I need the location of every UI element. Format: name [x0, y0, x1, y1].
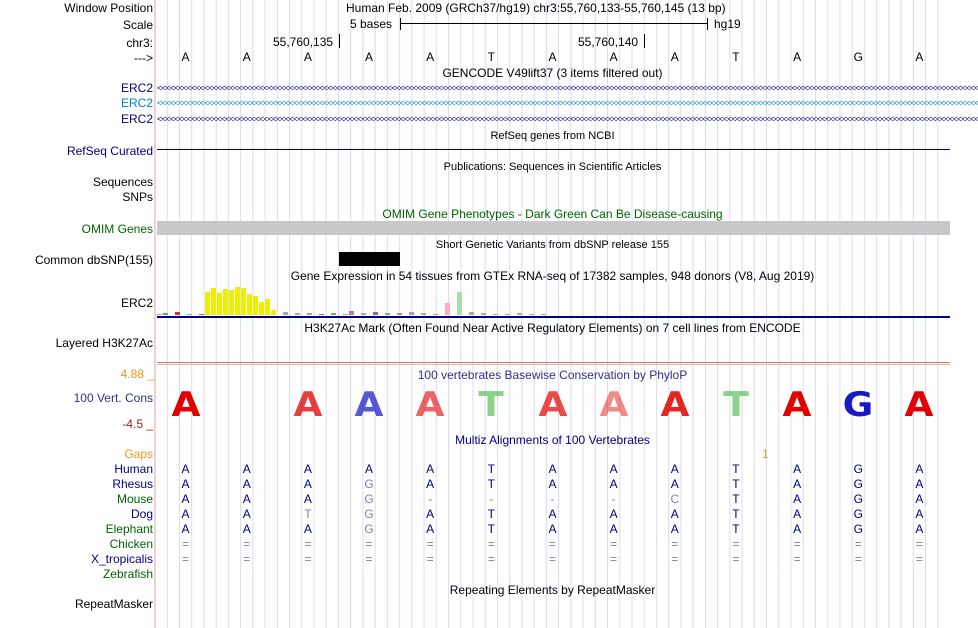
- gtex-tissue-bar[interactable]: [187, 314, 192, 315]
- alignment-base: =: [426, 552, 434, 566]
- alignment-base: A: [915, 477, 924, 491]
- scale-bar: [400, 18, 708, 30]
- gaps-marker: 1: [762, 447, 769, 461]
- phylop-base-logo[interactable]: A: [599, 385, 629, 425]
- header-base: A: [915, 50, 924, 64]
- alignment-base: A: [609, 522, 618, 536]
- gtex-tissue-bar[interactable]: [505, 314, 510, 315]
- h3k27ac-baseline: [157, 362, 950, 363]
- gtex-tissue-bar[interactable]: [223, 289, 228, 315]
- phylop-base-logo[interactable]: A: [415, 385, 445, 425]
- alignment-base: =: [732, 552, 740, 566]
- repeatmasker-label[interactable]: RepeatMasker: [74, 597, 153, 611]
- alignment-base: A: [548, 507, 557, 521]
- species-label[interactable]: Human: [114, 462, 153, 476]
- alignment-base: G: [853, 477, 863, 491]
- phylop-base-logo[interactable]: A: [660, 385, 690, 425]
- alignment-base: A: [242, 477, 251, 491]
- gtex-tissue-bar[interactable]: [481, 313, 486, 315]
- alignment-base: A: [426, 462, 435, 476]
- gtex-tissue-bar[interactable]: [343, 314, 348, 315]
- position-tick-1: 55,760,135: [273, 35, 334, 49]
- header-base: A: [609, 50, 618, 64]
- header-base: A: [426, 50, 435, 64]
- phylop-base-logo[interactable]: A: [904, 385, 934, 425]
- species-label[interactable]: Rhesus: [112, 477, 153, 491]
- alignment-base: -: [550, 492, 555, 506]
- gtex-tissue-bar[interactable]: [163, 313, 168, 315]
- gtex-tissue-bar[interactable]: [397, 313, 402, 315]
- alignment-base: =: [854, 537, 862, 551]
- gencode-track-label[interactable]: ERC2: [120, 81, 153, 95]
- alignment-base: A: [242, 522, 251, 536]
- header-base: A: [548, 50, 557, 64]
- gtex-tissue-bar[interactable]: [457, 292, 462, 315]
- gtex-tissue-bar[interactable]: [493, 314, 498, 315]
- alignment-base: A: [365, 462, 374, 476]
- alignment-base: =: [793, 537, 801, 551]
- scale-label: Scale: [122, 18, 153, 32]
- alignment-base: A: [670, 462, 679, 476]
- species-label[interactable]: Mouse: [116, 492, 153, 506]
- alignment-base: G: [364, 522, 374, 536]
- phylop-base-logo[interactable]: T: [723, 385, 749, 425]
- window-position-label: Window Position: [64, 1, 153, 15]
- species-label[interactable]: X_tropicalis: [90, 552, 153, 566]
- phylop-base-logo[interactable]: A: [782, 385, 812, 425]
- alignment-base: A: [303, 522, 312, 536]
- alignment-base: =: [365, 552, 373, 566]
- alignment-base: A: [426, 522, 435, 536]
- strand-label: --->: [134, 51, 153, 65]
- alignment-base: A: [793, 462, 802, 476]
- alignment-base: T: [732, 492, 740, 506]
- gtex-tissue-bar[interactable]: [217, 293, 222, 315]
- alignment-base: =: [854, 552, 862, 566]
- gtex-tissue-bar[interactable]: [319, 314, 324, 315]
- omim-gene-bar[interactable]: [157, 221, 950, 235]
- alignment-base: G: [853, 522, 863, 536]
- gtex-tissue-bar[interactable]: [469, 312, 474, 315]
- species-label[interactable]: Dog: [130, 507, 153, 521]
- refseq-title[interactable]: RefSeq genes from NCBI: [490, 130, 615, 142]
- dbsnp-title[interactable]: Short Genetic Variants from dbSNP release 155: [435, 239, 670, 251]
- alignment-base: =: [243, 537, 251, 551]
- alignment-base: G: [364, 477, 374, 491]
- alignment-base: A: [670, 507, 679, 521]
- species-label[interactable]: Chicken: [109, 537, 153, 551]
- alignment-base: A: [548, 522, 557, 536]
- gtex-tissue-bar[interactable]: [373, 312, 378, 315]
- position-tick-1-mark: [339, 34, 340, 48]
- alignment-base: A: [670, 477, 679, 491]
- gtex-tissue-bar[interactable]: [265, 299, 270, 315]
- gencode-transcript[interactable]: <<<<<<<<<<<<<<<<<<<<<<<<<<<<<<<<<<<<<<<<<<<<<<<<<<<<<<<<<<<<<<<<<<<<<<<<<<<<<<<<<<<<<<<<<<<<<<<<<<<<<<<<<<<<<<<<<<<<<<<<<<<<<<<<<<<<<<<<<<<<<<<<<<<<<<<<<<<<<<<<<<<<<<<<<<<<<<<<<<<<<<<<<<<<<<<<<: [157, 114, 978, 124]
- alignment-base: A: [609, 507, 618, 521]
- repeatmasker-title[interactable]: Repeating Elements by RepeatMasker: [449, 583, 656, 597]
- gtex-tissue-bar[interactable]: [433, 314, 438, 315]
- gtex-tissue-bar[interactable]: [541, 314, 546, 315]
- alignment-base: A: [181, 477, 190, 491]
- alignment-base: A: [793, 477, 802, 491]
- alignment-base: =: [304, 552, 312, 566]
- gtex-tissue-bar[interactable]: [361, 313, 366, 315]
- alignment-base: A: [793, 492, 802, 506]
- header-base: T: [487, 50, 496, 64]
- gtex-tissue-bar[interactable]: [199, 314, 204, 315]
- gaps-label[interactable]: Gaps: [124, 447, 153, 461]
- alignment-base: A: [793, 522, 802, 536]
- gtex-tissue-bar[interactable]: [247, 294, 252, 315]
- refseq-gene-line[interactable]: [157, 149, 950, 150]
- alignment-base: =: [548, 552, 556, 566]
- alignment-base: A: [181, 522, 190, 536]
- phylop-label[interactable]: 100 Vert. Cons: [73, 391, 153, 405]
- gtex-tissue-bar[interactable]: [409, 312, 414, 315]
- h3k27ac-baseline-2: [157, 364, 950, 365]
- phylop-base-logo[interactable]: A: [171, 385, 201, 425]
- gtex-title[interactable]: Gene Expression in 54 tissues from GTEx RNA-seq of 17382 samples, 948 donors (V8, Aug 2019): [290, 269, 815, 283]
- alignment-base: A: [548, 477, 557, 491]
- alignment-base: =: [671, 552, 679, 566]
- alignment-base: =: [182, 537, 190, 551]
- omim-label[interactable]: OMIM Genes: [81, 222, 153, 236]
- alignment-base: A: [915, 462, 924, 476]
- alignment-base: A: [181, 462, 190, 476]
- alignment-base: =: [243, 552, 251, 566]
- gtex-tissue-bar[interactable]: [259, 302, 264, 315]
- phylop-min-label: -4.5 _: [122, 417, 153, 431]
- gtex-label[interactable]: ERC2: [120, 296, 153, 310]
- alignment-base: =: [793, 552, 801, 566]
- alignment-base: C: [670, 492, 680, 506]
- gtex-gene-line: [157, 316, 950, 318]
- alignment-base: A: [670, 522, 679, 536]
- header-base: A: [242, 50, 251, 64]
- alignment-base: A: [426, 507, 435, 521]
- alignment-base: -: [428, 492, 433, 506]
- phylop-base-logo[interactable]: T: [478, 385, 505, 425]
- alignment-base: G: [853, 462, 863, 476]
- sequences-label[interactable]: Sequences: [92, 175, 153, 189]
- header-base: A: [303, 50, 312, 64]
- phylop-base-logo[interactable]: A: [538, 385, 567, 425]
- alignment-base: A: [609, 462, 618, 476]
- gtex-tissue-bar[interactable]: [349, 311, 354, 315]
- alignment-base: A: [915, 507, 924, 521]
- chrom-label: chr3:: [126, 36, 153, 50]
- alignment-base: =: [915, 537, 923, 551]
- position-tick-2-mark: [644, 34, 645, 48]
- gtex-tissue-bar[interactable]: [421, 313, 426, 315]
- h3k27ac-title[interactable]: H3K27Ac Mark (Often Found Near Active Regulatory Elements) on 7 cell lines from ENCODE: [304, 321, 801, 335]
- gtex-tissue-bar[interactable]: [529, 314, 534, 315]
- gtex-tissue-bar[interactable]: [517, 313, 522, 315]
- gtex-tissue-bar[interactable]: [331, 313, 336, 315]
- gencode-title[interactable]: GENCODE V49lift37 (3 items filtered out): [442, 66, 663, 80]
- alignment-base: T: [732, 522, 740, 536]
- alignment-base: A: [242, 462, 251, 476]
- alignment-base: A: [181, 492, 190, 506]
- alignment-base: A: [303, 462, 312, 476]
- gencode-transcript[interactable]: <<<<<<<<<<<<<<<<<<<<<<<<<<<<<<<<<<<<<<<<<<<<<<<<<<<<<<<<<<<<<<<<<<<<<<<<<<<<<<<<<<<<<<<<<<<<<<<<<<<<<<<<<<<<<<<<<<<<<<<<<<<<<<<<<<<<<<<<<<<<<<<<<<<<<<<<<<<<<<<<<<<<<<<<<<<<<<<<<<<<<<<<<<<<<<<<<: [157, 98, 978, 108]
- alignment-base: T: [732, 507, 740, 521]
- gtex-tissue-bar[interactable]: [445, 303, 450, 315]
- alignment-base: A: [793, 507, 802, 521]
- gtex-tissue-bar[interactable]: [385, 313, 390, 315]
- header-base: A: [181, 50, 190, 64]
- alignment-base: G: [853, 507, 863, 521]
- gencode-transcript[interactable]: <<<<<<<<<<<<<<<<<<<<<<<<<<<<<<<<<<<<<<<<<<<<<<<<<<<<<<<<<<<<<<<<<<<<<<<<<<<<<<<<<<<<<<<<<<<<<<<<<<<<<<<<<<<<<<<<<<<<<<<<<<<<<<<<<<<<<<<<<<<<<<<<<<<<<<<<<<<<<<<<<<<<<<<<<<<<<<<<<<<<<<<<<<<<<<<<<: [157, 83, 978, 93]
- phylop-base-logo[interactable]: G: [842, 385, 874, 425]
- gtex-tissue-bar[interactable]: [253, 296, 258, 315]
- alignment-base: T: [732, 477, 740, 491]
- dbsnp-variant[interactable]: [339, 252, 400, 266]
- header-base: G: [853, 50, 863, 64]
- alignment-base: =: [732, 537, 740, 551]
- scale-assembly: hg19: [714, 17, 741, 31]
- alignment-base: A: [609, 477, 618, 491]
- alignment-base: -: [489, 492, 494, 506]
- alignment-base: G: [364, 492, 374, 506]
- alignment-base: =: [487, 552, 495, 566]
- header-base: A: [670, 50, 679, 64]
- gtex-tissue-bar[interactable]: [283, 312, 288, 315]
- alignment-base: T: [304, 507, 312, 521]
- header-base: A: [793, 50, 802, 64]
- gtex-tissue-bar[interactable]: [175, 312, 180, 315]
- position-tick-2: 55,760,140: [578, 35, 639, 49]
- gtex-tissue-bar[interactable]: [295, 313, 300, 315]
- snps-label[interactable]: SNPs: [122, 190, 153, 204]
- phylop-base-logo[interactable]: A: [293, 385, 323, 425]
- phylop-base-logo[interactable]: A: [354, 385, 384, 425]
- alignment-base: =: [182, 552, 190, 566]
- alignment-base: T: [487, 522, 496, 536]
- alignment-base: -: [611, 492, 616, 506]
- gtex-tissue-bar[interactable]: [229, 290, 234, 315]
- gencode-track-label[interactable]: ERC2: [120, 112, 153, 126]
- gtex-tissue-bar[interactable]: [205, 292, 210, 315]
- gtex-tissue-bar[interactable]: [157, 314, 162, 315]
- multiz-title[interactable]: Multiz Alignments of 100 Vertebrates: [455, 433, 650, 447]
- alignment-base: =: [365, 537, 373, 551]
- phylop-title[interactable]: 100 vertebrates Basewise Conservation by PhyloP: [417, 368, 688, 382]
- alignment-base: T: [487, 477, 496, 491]
- h3k27ac-label[interactable]: Layered H3K27Ac: [55, 336, 153, 350]
- alignment-base: T: [732, 462, 740, 476]
- alignment-base: A: [915, 522, 924, 536]
- phylop-max-label: 4.88 _: [120, 367, 154, 381]
- alignment-base: A: [242, 507, 251, 521]
- gencode-track-label[interactable]: ERC2: [120, 96, 153, 110]
- gtex-tissue-bar[interactable]: [235, 287, 240, 315]
- header-base: T: [732, 50, 740, 64]
- alignment-base: =: [610, 537, 618, 551]
- refseq-label[interactable]: RefSeq Curated: [66, 144, 153, 158]
- gtex-tissue-bar[interactable]: [211, 288, 216, 315]
- alignment-base: A: [303, 477, 312, 491]
- alignment-base: =: [915, 552, 923, 566]
- alignment-base: A: [181, 507, 190, 521]
- alignment-base: =: [548, 537, 556, 551]
- alignment-base: T: [487, 462, 496, 476]
- alignment-base: G: [853, 492, 863, 506]
- alignment-base: A: [242, 492, 251, 506]
- alignment-base: A: [548, 462, 557, 476]
- omim-title[interactable]: OMIM Gene Phenotypes - Dark Green Can Be Disease-causing: [382, 207, 723, 221]
- alignment-base: =: [426, 537, 434, 551]
- gtex-tissue-bar[interactable]: [241, 288, 246, 315]
- alignment-base: T: [487, 507, 496, 521]
- alignment-base: A: [303, 492, 312, 506]
- gtex-tissue-bar[interactable]: [307, 313, 312, 315]
- alignment-base: A: [426, 477, 435, 491]
- alignment-base: A: [915, 492, 924, 506]
- window-position-value: Human Feb. 2009 (GRCh37/hg19) chr3:55,760,133-55,760,145 (13 bp): [346, 1, 726, 15]
- species-label[interactable]: Elephant: [105, 522, 153, 536]
- alignment-base: =: [304, 537, 312, 551]
- gtex-tissue-bar[interactable]: [271, 310, 276, 315]
- publications-title[interactable]: Publications: Sequences in Scientific Articles: [443, 161, 662, 173]
- species-label[interactable]: Zebrafish: [102, 567, 153, 581]
- dbsnp-label[interactable]: Common dbSNP(155): [34, 253, 153, 267]
- alignment-base: =: [487, 537, 495, 551]
- alignment-base: =: [671, 537, 679, 551]
- header-base: A: [365, 50, 374, 64]
- alignment-base: G: [364, 507, 374, 521]
- alignment-base: =: [610, 552, 618, 566]
- scale-value: 5 bases: [350, 17, 393, 31]
